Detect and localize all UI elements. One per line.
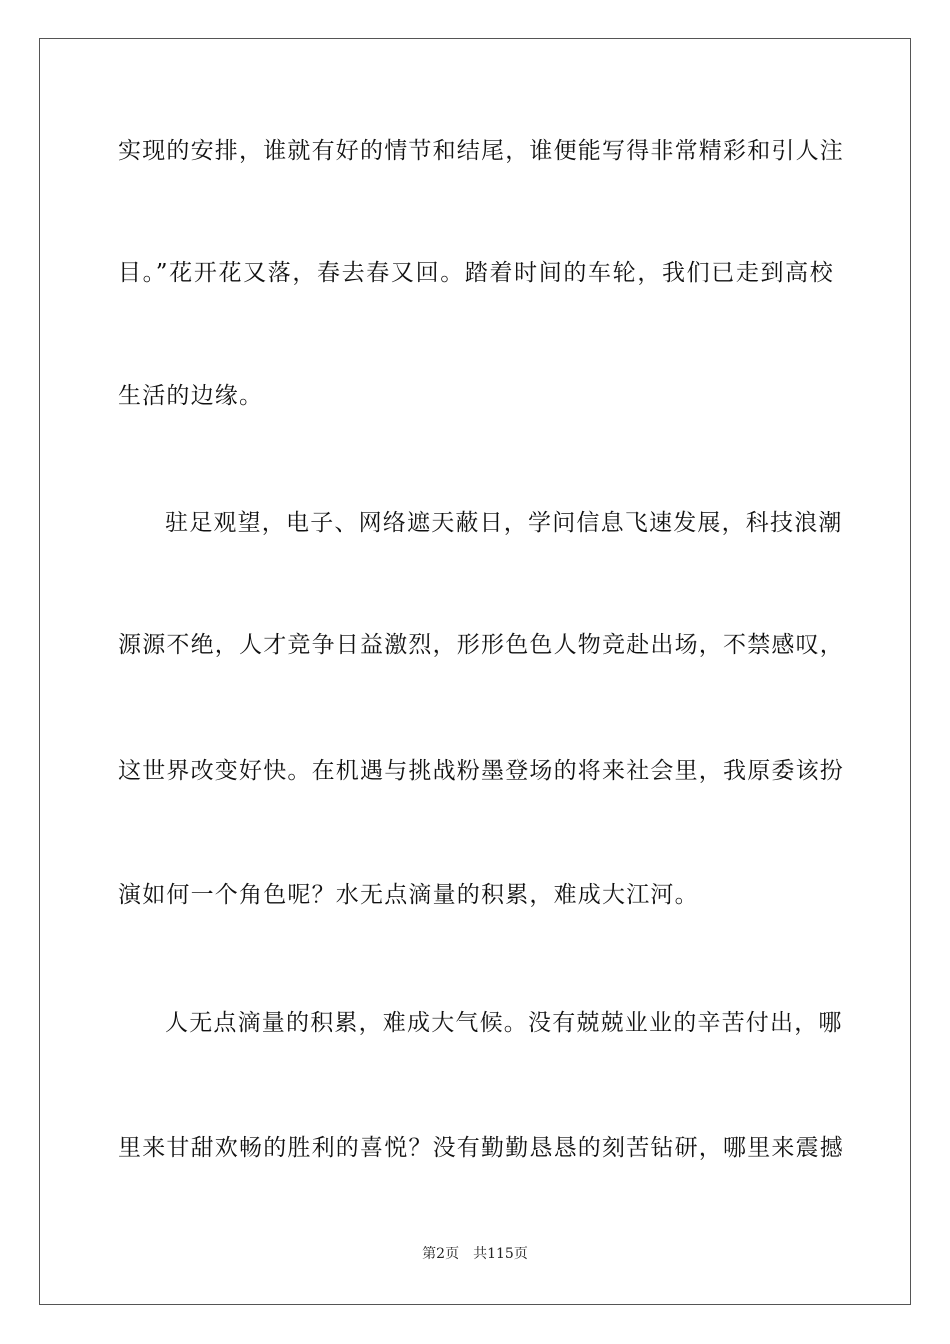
paragraph-first-line: 驻足观望，电子、网络遮天蔽日，学问信息飞速发展，科技浪潮 bbox=[165, 510, 843, 536]
text-line: 里来甘甜欢畅的胜利的喜悦？没有勤勤恳恳的刻苦钻研，哪里来震撼 bbox=[118, 1135, 844, 1161]
paragraph-first-line: 人无点滴量的积累，难成大气候。没有兢兢业业的辛苦付出，哪 bbox=[165, 1010, 843, 1036]
text-line: 目。”花开花又落，春去春又回。踏着时间的车轮，我们已走到高校 bbox=[118, 260, 834, 286]
text-line: 实现的安排，谁就有好的情节和结尾，谁便能写得非常精彩和引人注 bbox=[118, 138, 844, 164]
page-number: 第2页 bbox=[422, 1246, 460, 1262]
text-line: 这世界改变好快。在机遇与挑战粉墨登场的将来社会里，我原委该扮 bbox=[118, 758, 844, 784]
text-line: 演如何一个角色呢？水无点滴量的积累，难成大江河。 bbox=[118, 882, 699, 908]
text-line: 生活的边缘。 bbox=[118, 383, 264, 409]
page-footer bbox=[0, 1245, 950, 1263]
text-line: 源源不绝，人才竞争日益激烈，形形色色人物竞赴出场，不禁感叹， bbox=[118, 632, 844, 658]
page-border bbox=[39, 38, 911, 1305]
page-total: 共115页 bbox=[473, 1246, 528, 1262]
